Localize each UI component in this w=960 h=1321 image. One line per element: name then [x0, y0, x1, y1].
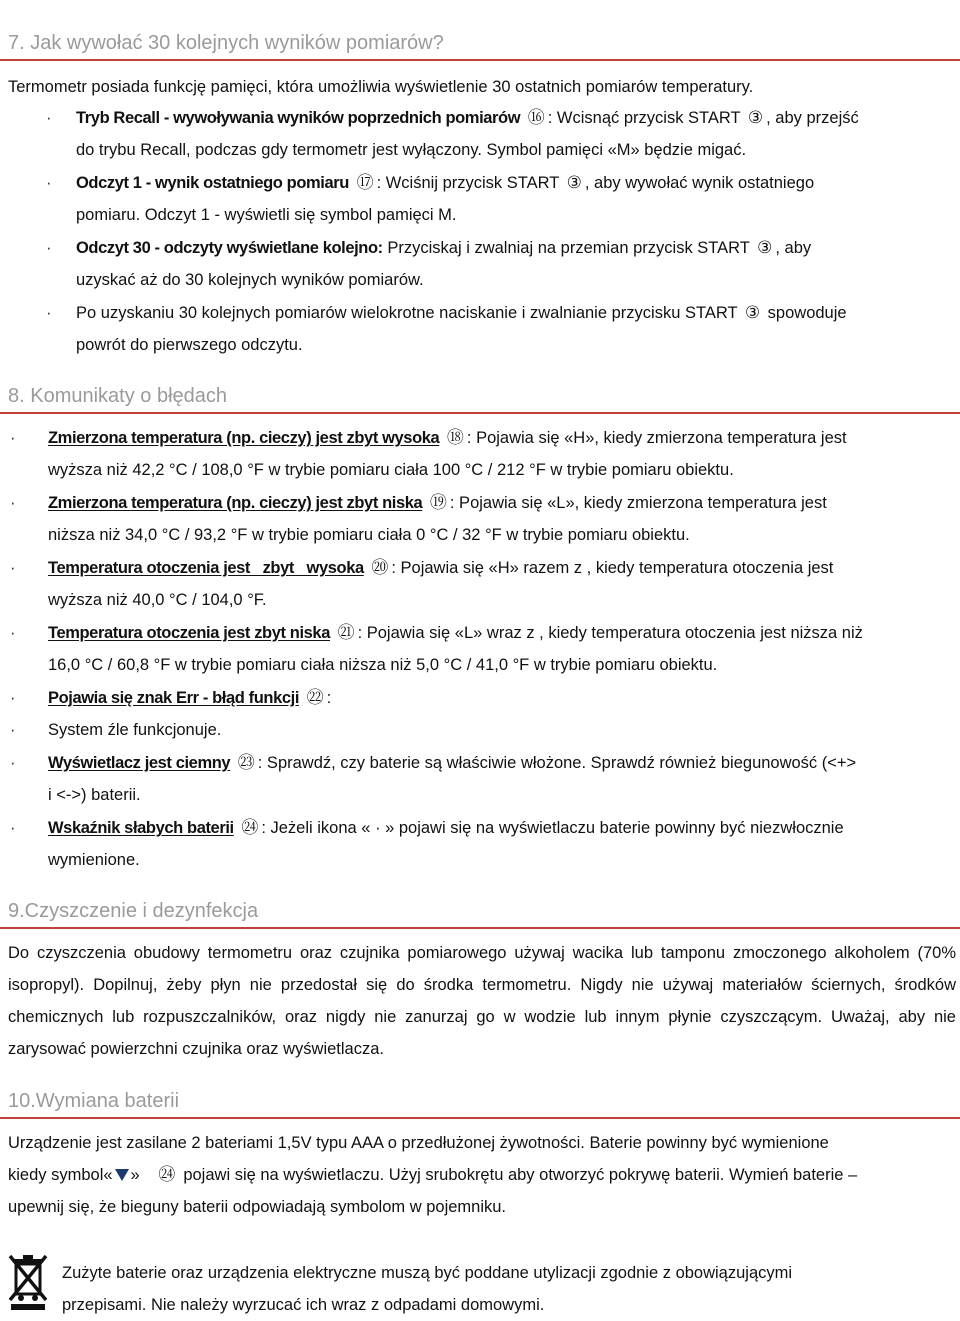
section10-title: 10.Wymiana baterii	[8, 1088, 958, 1117]
bullet: ·	[10, 689, 16, 707]
list-item	[10, 617, 958, 681]
bullet: ·	[10, 494, 16, 512]
section7-intro: Termometr posiada funkcję pamięci, która umożliwia wyświetlenie 30 ostatnich pomiarów temperatury.	[8, 78, 754, 96]
item-line2: i <->) baterii.	[48, 786, 141, 804]
ref-number: ⑱	[446, 428, 464, 447]
item-text: :	[326, 689, 332, 707]
ref-number: ③	[566, 173, 582, 192]
bullet: ·	[10, 754, 16, 772]
item-bold: Odczyt 1 - wynik ostatniego pomiaru	[76, 174, 349, 192]
list-item	[10, 487, 956, 551]
section10-text: pojawi się na wyświetlaczu. Użyj srubokrętu aby otworzyć pokrywę baterii. Wymień baterie –	[183, 1166, 858, 1184]
list-item	[46, 297, 956, 361]
bullet: ·	[46, 174, 52, 192]
item-line2: wyższa niż 40,0 °C / 104,0 °F.	[48, 591, 267, 609]
item-line2: wymienione.	[48, 851, 140, 869]
item-line2: powrót do pierwszego odczytu.	[76, 336, 303, 354]
section8-title: 8. Komunikaty o błędach	[8, 383, 958, 412]
ref-number: ㉒	[306, 688, 324, 707]
item-text: Po uzyskaniu 30 kolejnych pomiarów wielokrotne naciskanie i zwalnianie przycisku START	[76, 304, 738, 322]
item-bold: Pojawia się znak Err - błąd funkcji	[48, 689, 299, 707]
bullet: ·	[10, 721, 16, 739]
bullet: ·	[46, 239, 52, 257]
list-item	[10, 682, 956, 714]
section10-text: »	[130, 1166, 140, 1184]
bullet: ·	[10, 559, 16, 577]
item-text: , aby przejść	[766, 109, 859, 127]
item-bold: Wskaźnik słabych baterii	[48, 819, 234, 837]
list-item	[10, 812, 956, 876]
item-bold: Wyświetlacz jest ciemny	[48, 754, 231, 772]
ref-number: ③	[747, 108, 764, 127]
item-text: : Wciśnij przycisk START	[376, 174, 559, 192]
section10-body	[8, 1127, 956, 1223]
section10-line1: Urządzenie jest zasilane 2 bateriami 1,5V typu AAA o przedłużonej żywotności. Baterie powinny być wymienione	[8, 1134, 829, 1152]
item-bold: Zmierzona temperatura (np. cieczy) jest zbyt wysoka	[48, 429, 440, 447]
item-line2: niższa niż 34,0 °C / 93,2 °F w trybie pomiaru ciała 0 °C / 32 °F w trybie pomiaru obiektu.	[48, 526, 690, 544]
ref-number: ㉔	[241, 818, 259, 837]
crossed-bin-icon	[8, 1254, 48, 1312]
list-item	[46, 102, 956, 166]
bullet: ·	[10, 429, 16, 447]
item-text: : Pojawia się «H» razem z , kiedy temperatura otoczenia jest	[391, 559, 834, 577]
item-text: » pojawi się na wyświetlaczu baterie powinny być niezwłocznie	[385, 819, 844, 837]
ref-number: ⑳	[371, 558, 389, 577]
item-text: Przyciskaj i zwalniaj na przemian przycisk START	[382, 239, 750, 257]
item-line2: 16,0 °C / 60,8 °F w trybie pomiaru ciała niższa niż 5,0 °C / 41,0 °F w trybie pomiaru obiektu.	[48, 656, 718, 674]
item-text: , aby wywołać wynik ostatniego	[584, 174, 815, 192]
item-line2: wyższa niż 42,2 °C / 108,0 °F w trybie pomiaru ciała 100 °C / 212 °F w trybie pomiaru obiektu.	[48, 461, 734, 479]
item-bold: Odczyt 30 - odczyty wyświetlane kolejno:	[76, 239, 383, 257]
section10-line3: upewnij się, że bieguny baterii odpowiadają symbolom w pojemniku.	[8, 1198, 507, 1216]
ref-number: ⑯	[527, 108, 545, 127]
list-item	[10, 714, 956, 746]
item-text: System źle funkcjonuje.	[48, 721, 222, 739]
bullet: ·	[46, 109, 52, 127]
low-battery-icon: ·	[375, 819, 381, 837]
section10-text: kiedy symbol«	[8, 1166, 113, 1184]
item-line2: uzyskać aż do 30 kolejnych wyników pomiarów.	[76, 271, 424, 289]
item-bold: Tryb Recall - wywoływania wyników poprzednich pomiarów	[76, 109, 521, 127]
bullet: ·	[10, 624, 16, 642]
bullet: ·	[10, 819, 16, 837]
item-bold: Zmierzona temperatura (np. cieczy) jest zbyt niska	[48, 494, 423, 512]
item-line2: do trybu Recall, podczas gdy termometr jest wyłączony. Symbol pamięci «M» będzie migać.	[76, 141, 747, 159]
item-line2: pomiaru. Odczyt 1 - wyświetli się symbol pamięci M.	[76, 206, 457, 224]
bullet: ·	[46, 304, 52, 322]
ref-number: ㉔	[158, 1165, 176, 1184]
item-text: , aby	[775, 239, 812, 257]
ref-number: ㉓	[237, 753, 255, 772]
list-item	[10, 747, 958, 811]
item-text: : Pojawia się «L», kiedy zmierzona temperatura jest	[449, 494, 827, 512]
item-text: : Pojawia się «H», kiedy zmierzona temperatura jest	[466, 429, 847, 447]
ref-number: ③	[744, 303, 761, 322]
item-bold: Temperatura otoczenia jest zbyt niska	[48, 624, 330, 642]
ref-number: ⑰	[356, 173, 374, 192]
list-item	[10, 552, 956, 616]
disposal-text	[62, 1257, 956, 1321]
item-bold: Temperatura otoczenia jest zbyt wysoka	[48, 559, 364, 577]
list-item	[10, 422, 956, 486]
item-text: : Wcisnąć przycisk START	[547, 109, 741, 127]
disposal-line1: Zużyte baterie oraz urządzenia elektryczne muszą być poddane utylizacji zgodnie z obowiązującymi	[62, 1264, 793, 1282]
battery-triangle-icon	[115, 1169, 129, 1181]
disposal-line2: przepisami. Nie należy wyrzucać ich wraz z odpadami domowymi.	[62, 1296, 545, 1314]
item-text: : Jeżeli ikona «	[261, 819, 371, 837]
section7-title: 7. Jak wywołać 30 kolejnych wyników pomiarów?	[8, 30, 958, 59]
ref-number: ㉑	[337, 623, 355, 642]
ref-number: ③	[757, 238, 773, 257]
section9-body: Do czyszczenia obudowy termometru oraz czujnika pomiarowego używaj wacika lub tamponu zmoczonego alkoholem (70% isopropyl). Dopilnuj, żeby płyn nie przedostał się do środka termometru. Nigdy nie używaj materiałów ściernych, środków chemicznych lub rozpuszczalników, oraz nigdy nie zanurzaj go w wodzie lub innym płynie czyszczącym. Uważaj, aby nie zarysować powierzchni czujnika oraz wyświetlacza.	[8, 944, 956, 1058]
ref-number: ⑲	[429, 493, 447, 512]
item-text: spowoduje	[767, 304, 847, 322]
item-text: : Sprawdź, czy baterie są właściwie włożone. Sprawdź również biegunowość (<+>	[257, 754, 857, 772]
item-text: : Pojawia się «L» wraz z , kiedy temperatura otoczenia jest niższa niż	[357, 624, 863, 642]
list-item	[46, 232, 956, 296]
list-item	[46, 167, 956, 231]
section9-title: 9.Czyszczenie i dezynfekcja	[8, 898, 958, 927]
